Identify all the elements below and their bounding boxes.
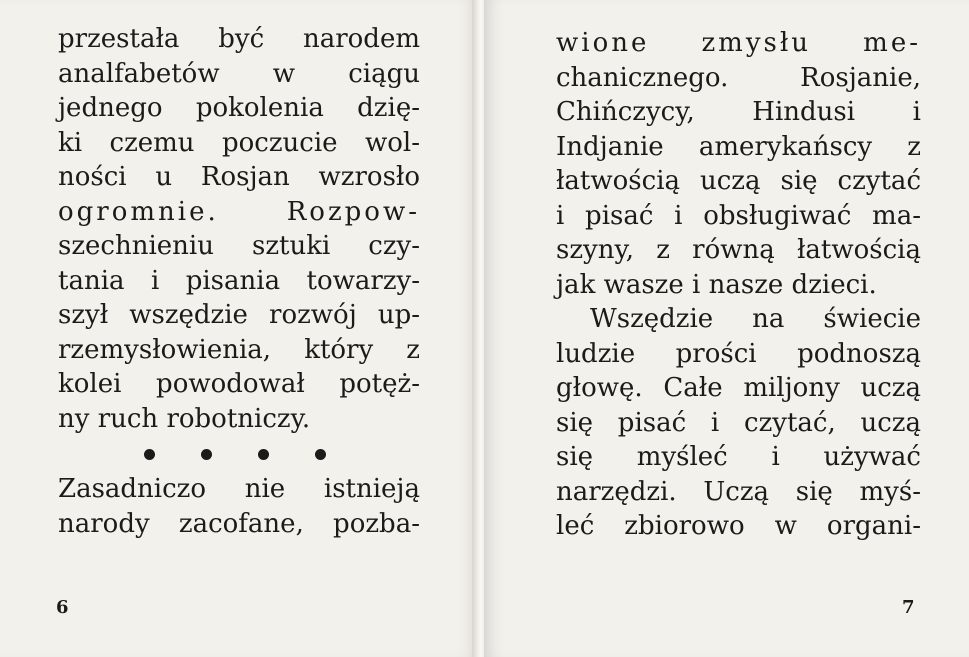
text-line: przestała być narodem: [58, 24, 420, 54]
text-line: kolei powodował potęż-: [58, 369, 420, 399]
left-page-text: [58, 22, 420, 541]
page-number: 7: [902, 597, 915, 618]
text-line: analfabetów w ciągu: [58, 58, 420, 89]
right-page-text: [556, 26, 921, 544]
text-line: jak wasze i nasze dzieci.: [556, 269, 877, 300]
dot-ornament: [315, 449, 326, 460]
text-line: głowę. Całe miljony uczą: [556, 373, 921, 403]
text-line: Chińczycy, Hindusi i: [556, 97, 921, 127]
right-page: [484, 0, 969, 657]
text-line: szechnieniu sztuki czy-: [58, 231, 420, 261]
text-line: ludzie prości podnoszą: [556, 338, 921, 369]
dot-ornament: [258, 449, 269, 460]
text-line: ny ruch robotniczy.: [58, 403, 311, 434]
text-line: Wszędzie na świecie: [590, 304, 921, 334]
dot-ornament: [144, 449, 155, 460]
text-line: narzędzi. Uczą się myś-: [556, 476, 921, 507]
text-line: ogromnie. Rozpow-: [58, 196, 420, 227]
text-line: ki czemu poczucie wol-: [58, 127, 420, 158]
text-line: narody zacofane, pozba-: [58, 508, 420, 539]
text-line: jednego pokolenia dzię-: [58, 93, 420, 123]
text-line: szyny, z równą łatwością: [556, 235, 921, 265]
text-line: chanicznego. Rosjanie,: [556, 62, 921, 93]
left-page: [0, 0, 478, 657]
text-line: tania i pisania towarzy-: [58, 265, 420, 296]
text-line: wione zmysłu me-: [556, 28, 921, 58]
text-line: rzemysłowienia, który z: [58, 334, 420, 365]
dot-ornament: [201, 449, 212, 460]
text-line: się myśleć i używać: [556, 442, 921, 472]
text-line: leć zbiorowo w organi-: [556, 511, 921, 541]
text-line: szył wszędzie rozwój up-: [58, 300, 420, 330]
text-line: łatwością uczą się czytać: [556, 166, 921, 196]
section-break-dots: [144, 440, 326, 468]
text-line: się pisać i czytać, uczą: [556, 407, 921, 438]
text-line: i pisać i obsługiwać ma-: [556, 200, 921, 231]
text-line: Zasadniczo nie istnieją: [58, 474, 420, 504]
page-number: 6: [56, 597, 69, 618]
text-line: Indjanie amerykańscy z: [556, 131, 921, 162]
text-line: ności u Rosjan wzrosło: [58, 162, 420, 192]
